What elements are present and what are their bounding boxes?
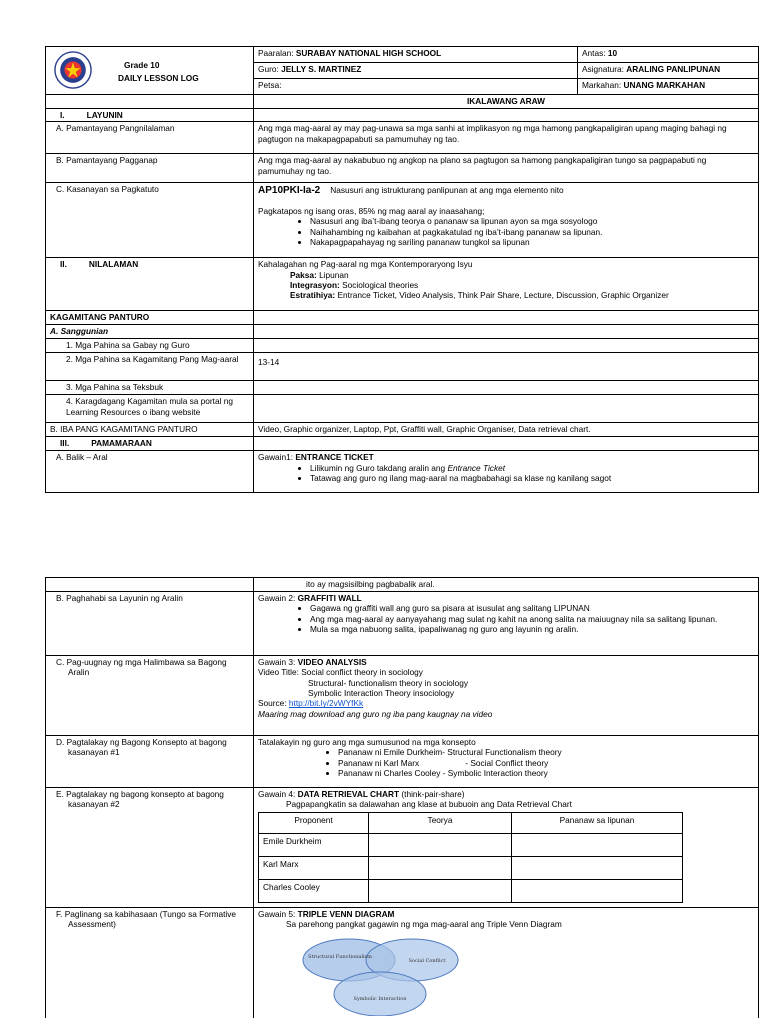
estratihiya-label: Estratihiya: — [290, 290, 336, 301]
gawain2-item: • Gagawa ng graffiti wall ang guro sa pisara at isusulat ang salitang LIPUNAN — [310, 603, 754, 613]
gawain2-list — [258, 603, 754, 634]
blank-cell — [254, 109, 759, 122]
nilalaman-num: II. — [60, 259, 67, 270]
lesson-log-table-1 — [45, 46, 759, 493]
gawain4-name: DATA RETRIEVAL CHART — [297, 789, 400, 799]
subject-label: Asignatura: — [582, 64, 624, 74]
objective-item: • Nakapagpapahayag ng sariling pananaw tungkol sa lipunan — [310, 237, 754, 247]
teacher-name: JELLY S. MARTINEZ — [281, 64, 362, 74]
objective-item: • Naihahambing ng kaibahan at pagkakatulad ng iba’t-ibang pananaw sa lipunan. — [310, 227, 754, 237]
subject-cell — [578, 63, 759, 79]
drc-cell[interactable] — [512, 833, 683, 856]
paghahabi-label: B. Paghahabi sa Layunin ng Aralin — [46, 592, 254, 656]
estratihiya-value: Entrance Ticket, Video Analysis, Think Pair Share, Lecture, Discussion, Graphic Organizer — [337, 290, 669, 301]
lesson-log-page-1 — [45, 46, 758, 493]
layunin-num: I. — [60, 110, 65, 120]
sanggunian-item-2: 2. Mga Pahina sa Kagamitang Pang Mag-aaral — [46, 353, 254, 381]
gawain4-title — [258, 789, 754, 799]
gawain2-prefix: Gawain 2: — [258, 593, 296, 603]
lesson-log-table-2 — [45, 577, 759, 1018]
paglinang-label — [46, 908, 254, 1018]
competency-text: Nasusuri ang istrukturang panlipunan at ang mga elemento nito — [330, 185, 564, 196]
pag-uugnay-cell — [254, 656, 759, 736]
date-cell — [254, 79, 578, 95]
drc-cell[interactable] — [369, 833, 512, 856]
pagtalakay-1-cell — [254, 736, 759, 788]
kasanayan-label: C. Kasanayan sa Pagkatuto — [46, 183, 254, 258]
competency-code: AP10PKI-Ia-2 — [258, 185, 321, 197]
venn-circle-interaction — [334, 972, 426, 1016]
concepts-intro: Tatalakayin ng guro ang mga sumusunod na mga konsepto — [258, 737, 476, 747]
gawain3-name: VIDEO ANALYSIS — [297, 657, 367, 667]
estratihiya-line — [258, 290, 754, 300]
quarter-label: Markahan: — [582, 80, 622, 90]
school-cell — [254, 47, 578, 63]
integrasyon-line — [258, 280, 754, 290]
drc-cell[interactable] — [369, 856, 512, 879]
pagganap-text: Ang mga mag-aaral ay nakabubuo ng angkop na plano sa pagtugon sa hamong pangkapaligiran tungo sa pagpapabuti ng pamumuhay ng tao. — [254, 154, 759, 183]
school-name: SURABAY NATIONAL HIGH SCHOOL — [295, 48, 442, 58]
objectives-intro: Pagkatapos ng isang oras, 85% ng mag aaral ay inaasahang; — [258, 205, 485, 216]
pagtalakay-2-cell — [254, 788, 759, 908]
sanggunian-item-2-value — [254, 353, 759, 381]
drc-row-label: Karl Marx — [259, 856, 369, 879]
concept-item: • Pananaw ni Karl Marx - Social Conflict theory — [338, 758, 754, 768]
pangnilalaman-label: A. Pamantayang Pangnilalaman — [46, 122, 254, 154]
level-label: Antas: — [582, 48, 606, 58]
continued-line: ito ay magsisilbing pagbabalik aral. — [306, 579, 435, 589]
level-value: 10 — [607, 48, 618, 58]
blank-cell — [254, 381, 759, 395]
balik-aral-cell — [254, 451, 759, 493]
concepts-list — [258, 747, 754, 778]
integrasyon-label: Integrasyon: — [290, 280, 340, 291]
source-label: Source: — [258, 698, 287, 709]
gawain1-item-emphasis: Entrance Ticket — [447, 462, 506, 473]
quarter-value: UNANG MARKAHAN — [623, 80, 706, 90]
day-heading: IKALAWANG ARAW — [254, 95, 759, 109]
kasanayan-cell — [254, 183, 759, 258]
video-title-2: Structural- functionalism theory in sociology — [308, 677, 469, 688]
quarter-cell — [578, 79, 759, 95]
pagtalakay-1-label — [46, 736, 254, 788]
gawain3-title — [258, 657, 754, 667]
integrasyon-value: Sociological theories — [342, 280, 419, 291]
pangnilalaman-text: Ang mga mag-aaral ay may pag-unawa sa mga sanhi at implikasyon ng mga hamong pangkapaligiran upang maging bahagi ng pagtugon na makapagpapabuti sa pamumuhay ng tao. — [254, 122, 759, 154]
gawain1-name: ENTRANCE TICKET — [295, 452, 374, 463]
gawain1-item — [310, 463, 754, 473]
objective-item: • Nasusuri ang iba’t-ibang teorya o pananaw sa lipunan ayon sa mga sosyologo — [310, 216, 754, 226]
nilalaman-cell — [254, 258, 759, 311]
paksa-label: Paksa: — [290, 269, 317, 280]
drc-cell[interactable] — [512, 856, 683, 879]
pag-uugnay-text: C. Pag-uugnay ng mga Halimbawa sa Bagong Aralin — [56, 657, 227, 678]
drc-header-proponent: Proponent — [259, 812, 369, 833]
blank-cell — [254, 311, 759, 325]
teacher-cell — [254, 63, 578, 79]
gawain5-title — [258, 909, 754, 919]
iba-kagamitan-value: Video, Graphic organizer, Laptop, Ppt, Graffiti wall, Graphic Organiser, Data retrieval chart. — [254, 423, 759, 437]
pages-value: 13-14 — [258, 357, 280, 368]
layunin-heading — [46, 109, 254, 122]
triple-venn-diagram — [282, 936, 482, 1016]
log-title: DAILY LESSON LOG — [118, 73, 199, 84]
pamamaraan-heading — [46, 437, 254, 451]
gawain4-prefix: Gawain 4: — [258, 789, 296, 799]
pagtalakay-2-label — [46, 788, 254, 908]
layunin-label: LAYUNIN — [86, 110, 123, 120]
drc-cell[interactable] — [512, 879, 683, 902]
source-line — [258, 698, 754, 708]
gawain2-title — [258, 593, 754, 603]
concept-item: • Pananaw ni Emile Durkheim- Structural Functionalism theory — [338, 747, 754, 757]
gawain1-prefix: Gawain1: — [258, 452, 294, 463]
level-cell — [578, 47, 759, 63]
paglinang-cell — [254, 908, 759, 1018]
video-title-3: Symbolic Interaction Theory insociology — [308, 688, 455, 699]
gawain2-item: • Ang mga mag-aaral ay aanyayahang mag sulat ng kahit na anong salita na maiuugnay nila sa salitang lipunan. — [310, 614, 754, 624]
paksa-line — [258, 270, 754, 280]
grade-label: Grade 10 — [124, 60, 160, 70]
nilalaman-line: Kahalagahan ng Pag-aaral ng mga Kontemporaryong Isyu — [258, 259, 473, 270]
gawain1-item-text: Lilikumin ng Guro takdang aralin ang — [310, 462, 448, 473]
pagtalakay-2-text: E. Pagtalakay ng bagong konsepto at bagong kasanayan #2 — [56, 789, 224, 810]
drc-header-pananaw: Pananaw sa lipunan — [512, 812, 683, 833]
drc-row-label: Emile Durkheim — [259, 833, 369, 856]
deped-seal-icon — [54, 51, 92, 89]
gawain2-name: GRAFFITI WALL — [297, 593, 362, 603]
source-link[interactable]: http://bit.ly/2vWYfKk — [288, 698, 364, 709]
blank-cell — [254, 437, 759, 451]
gawain1-list — [258, 463, 754, 484]
gawain4-suffix: (think-pair-share) — [401, 789, 465, 799]
paglinang-text: F. Paglinang sa kabihasaan (Tungo sa Formative Assessment) — [56, 909, 237, 930]
paksa-value: Lipunan — [319, 269, 349, 280]
pag-uugnay-label — [46, 656, 254, 736]
blank-cell — [46, 95, 254, 109]
gawain3-prefix: Gawain 3: — [258, 657, 296, 667]
video-title-1: Video Title: Social conflict theory in sociology — [258, 667, 423, 678]
school-label: Paaralan: — [258, 48, 294, 58]
drc-cell[interactable] — [369, 879, 512, 902]
venn-label-conflict: Social Conflict — [408, 957, 446, 964]
blank-cell — [46, 578, 254, 592]
blank-cell — [254, 339, 759, 353]
subject-value: ARALING PANLIPUNAN — [626, 64, 721, 74]
sanggunian-item-4: 4. Karagdagang Kagamitan mula sa portal ng Learning Resources o ibang website — [46, 395, 254, 423]
drc-header-teorya: Teorya — [369, 812, 512, 833]
pamamaraan-label: PAMAMARAAN — [91, 438, 152, 449]
sanggunian-heading: A. Sanggunian — [46, 325, 254, 339]
paghahabi-cell — [254, 592, 759, 656]
pagtalakay-1-text: D. Pagtalakay ng Bagong Konsepto at bagong kasanayan #1 — [56, 737, 227, 758]
data-retrieval-chart — [258, 812, 683, 903]
blank-cell — [254, 325, 759, 339]
concept-item: • Pananaw ni Charles Cooley - Symbolic Interaction theory — [338, 768, 754, 778]
pagganap-label: B. Pamantayang Pagganap — [46, 154, 254, 183]
drc-row-label: Charles Cooley — [259, 879, 369, 902]
video-note: Maaring mag download ang guro ng iba pang kaugnay na video — [258, 708, 493, 719]
sanggunian-item-1: 1. Mga Pahina sa Gabay ng Guro — [46, 339, 254, 353]
gawain2-item: • Mula sa mga nabuong salita, ipapaliwanag ng guro ang layunin ng aralin. — [310, 624, 754, 634]
venn-label-interaction: Symbolic Interaction — [353, 995, 407, 1002]
objectives-list — [258, 216, 754, 247]
balik-aral-label: A. Balik – Aral — [46, 451, 254, 493]
gawain5-prefix: Gawain 5: — [258, 909, 296, 919]
gawain1-title — [258, 452, 754, 462]
venn-label-structural: Structural Functionalism — [308, 953, 372, 960]
gawain5-name: TRIPLE VENN DIAGRAM — [297, 909, 395, 919]
date-label: Petsa: — [258, 80, 282, 90]
lesson-log-page-2 — [45, 577, 758, 1018]
kagamitan-heading: KAGAMITANG PANTURO — [46, 311, 254, 325]
gawain1-item: • Tatawag ang guro ng ilang mag-aaral na magbabahagi sa klase ng kanilang sagot — [310, 473, 754, 483]
nilalaman-label: NILALAMAN — [88, 259, 139, 270]
sanggunian-item-3: 3. Mga Pahina sa Teksbuk — [46, 381, 254, 395]
continued-text — [254, 578, 759, 592]
iba-kagamitan-label: B. IBA PANG KAGAMITANG PANTURO — [46, 423, 254, 437]
header-title — [118, 59, 199, 86]
pamamaraan-num: III. — [60, 438, 70, 449]
blank-cell — [254, 395, 759, 423]
teacher-label: Guro: — [258, 64, 279, 74]
nilalaman-heading — [46, 258, 254, 311]
header-logo-cell — [46, 47, 254, 95]
gawain4-instruction: Pagpapangkatin sa dalawahan ang klase at bubuoin ang Data Retrieval Chart — [286, 799, 572, 810]
gawain5-instruction: Sa parehong pangkat gagawin ng mga mag-aaral ang Triple Venn Diagram — [286, 919, 562, 930]
